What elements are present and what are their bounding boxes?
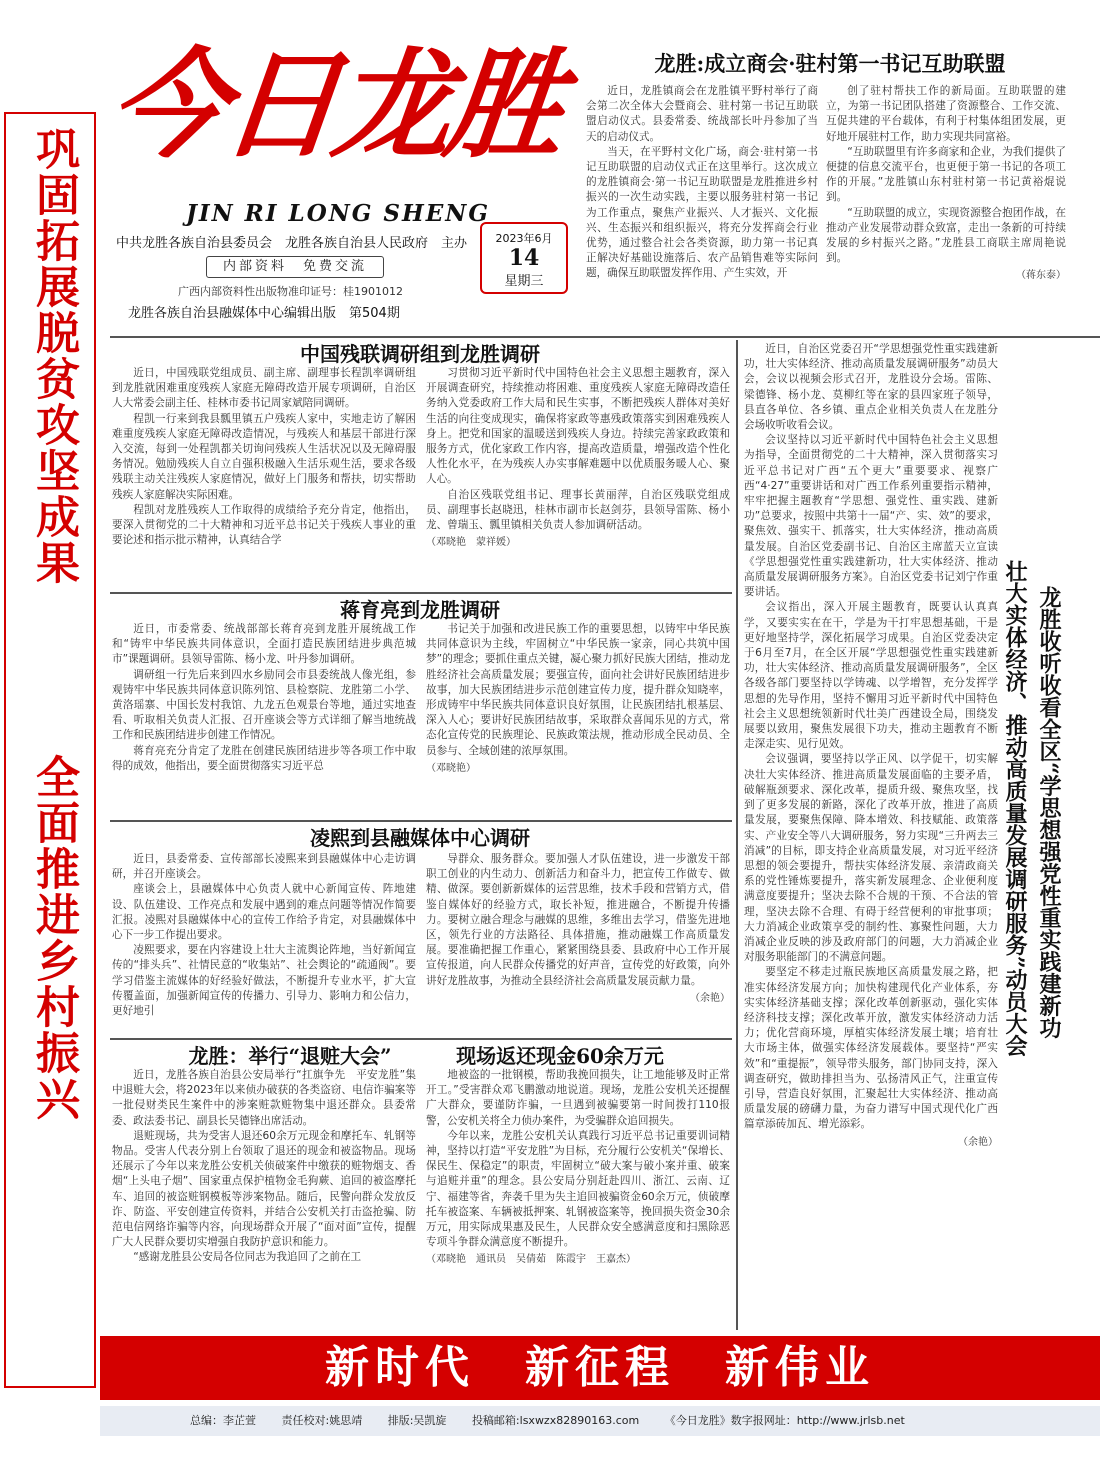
- article-1-para: “互助联盟里有许多商家和企业，为我们提供了便捷的信息交流平台，也更便于第一书记的各项工作的开展。”龙胜镇山东村驻村第一书记黄裕焜说到。: [826, 145, 1066, 204]
- article-4-col-2: [426, 852, 730, 1036]
- footer-email: 投稿邮箱:lsxwzx82890163.com: [471, 1414, 640, 1427]
- article-4-para: 凌熙要求，要在内容建设上壮大主流舆论阵地，当好新闻宣传的“排头兵”、社情民意的“收集站”、社会舆论的“疏通阀”。要学习借鉴主流媒体的好经验好做法，不断提升专业水平，扩大宣传覆盖面，加强新闻宣传的传播力、引导力、影响力和公信力，更好地引: [112, 944, 416, 1018]
- footer-layout: 排版:吴凯旋: [387, 1414, 447, 1427]
- article-2-para: 习贯彻习近平新时代中国特色社会主义思想主题教育，深入开展调查研究，持续推动将困难、重度残疾人家庭无障碍改造任务纳入党委政府工作大局和民生实事，不断把残疾人群体对美好生活的向往变成现实，确保将家政等惠残政策落实到困难残疾人身上。把党和国家的温暖送到残疾人身边。持续完善家政政策和服务方式，优化家政工作内容，提高改造质量，增强改造个性化人性化水平，在为残疾人办实事解难题中以优质服务暖人心、聚人心。: [426, 367, 730, 486]
- article-1-byline: （蒋东泰）: [1016, 270, 1066, 282]
- article-5-title-left: 龙胜：举行“退赃大会”: [188, 1044, 392, 1068]
- slogan-box: [4, 112, 96, 1388]
- article-4-para: 座谈会上，县融媒体中心负责人就中心新闻宣传、阵地建设、队伍建设、工作亮点和发展中遇到的难点问题等情况作简要汇报。凌熙对县融媒体中心的宣传工作给予肯定，对县融媒体中心下一步工作提出要求。: [112, 883, 416, 942]
- article-4-col-1: [112, 852, 416, 1036]
- article-6-headline-sub: 壮大实体经济、推动高质量发展调研服务”动员大会: [1002, 560, 1028, 1057]
- article-6-para: 要坚定不移走过瓶民族地区高质量发展之路，把准实体经济发展方向；加快构建现代化产业体系，夯实实体经济基础支撑；深化改革创新驱动，强化实体经济科技支撑；深化改革开放，激发实体经济动力活力；优化营商环境，厚植实体经济发展土壤；培育壮大市场主体，做强实体经济发展载体。要坚持“严实效”和“重提振”，领导带头服务，部门协同支持，深入调查研究，做助排担当为、弘扬清风正气，注重宣传引导，营造良好氛围，汇聚起壮大实体经济、推动高质量发展的磅礴力量，为奋力谱写中国式现代化广西篇章添砖加瓦、增光添彩。: [744, 966, 998, 1131]
- article-5-title-right: 现场返还现金60余万元: [456, 1044, 664, 1068]
- article-6-para: 会议坚持以习近平新时代中国特色社会主义思想为指导，全面贯彻党的二十大精神，深入贯彻落实习近平总书记对广西“五个更大”重要要求、视察广西“4·27”重要讲话和对广西工作系列重要指示精神，牢牢把握主题教育“学思想、强党性、重实践、建新功”总要求，按照中共第十一届“产、实、效”的要求，聚焦效、强实干、抓落实，壮大实体经济，推动高质量发展。自治区党委副书记、自治区主席蓝天立宣读《学思想强党性重实践建新功，壮大实体经济、推动高质量发展调研服务方案》。自治区党委书记刘宁作重要讲话。: [744, 434, 998, 599]
- article-6-para: 会议指出，深入开展主题教育，既要认认真真学，又要实实在在干，学是为干打牢思想基础，干是更好地坚持学，深化拓展学习成果。自治区党委决定于6月至7月，在全区开展“学思想强党性重实践建新功，壮大实体经济、推动高质量发展调研服务”，全区各级各部门要坚持以学铸魂、以学增智，充分发挥学思想的先导作用，坚持不懈用习近平新时代中国特色社会主义思想统领新时代壮美广西建设全局，围绕发展要以致用，聚焦发展很下功夫，推动主题教育不断走深走实、见行见效。: [744, 601, 998, 751]
- masthead-title: 今日龙胜: [102, 35, 566, 174]
- article-6-headline-main: 龙胜收听收看全区“学思想强党性重实践建新功: [1036, 586, 1062, 1039]
- article-1-para: 当天，在平野村文化广场，商会·驻村第一书记互助联盟的启动仪式正在这里举行。这次成立的龙胜镇商会·第一书记互助联盟是龙胜推进乡村振兴的一次生动实践，主要以服务驻村第一书记为工作重点，聚焦产业振兴、人才振兴、文化振兴、生态振兴和组织振兴，将充分发挥商会行业优势，通过整合社会各类资源，助力第一书记真正解决好基础设施落后、农产品销售难等实际问题，确保互助联盟发挥作用、产生实效，开: [586, 145, 818, 280]
- article-5-para: 近日，龙胜各族自治县公安局举行“扛旗争先 平安龙胜”集中退赃大会，将2023年以来侦办破获的各类盗窃、电信诈骗案等一批侵财类民生案件中的涉案赃款赃物集中退还群众。县委常委、政法委书记、副县长吴德锋出席活动。: [112, 1069, 416, 1127]
- article-6-byline: （余艳）: [958, 1136, 998, 1148]
- article-3-para: 近日，市委常委、统战部部长蒋育亮到龙胜开展统战工作和“铸牢中华民族共同体意识，全面打造民族团结进步典范城市”课题调研。县领导雷陈、杨小龙、叶丹参加调研。: [112, 623, 416, 666]
- article-6-para: 近日，自治区党委召开“学思想强党性重实践建新功，壮大实体经济、推动高质量发展调研服务”动员大会，会议以视频会形式召开，龙胜设分会场。雷陈、梁德锋、杨小龙、莫柳红等在家的县四家班子领导，县直各单位、各乡镇、重点企业相关负责人在龙胜分会场收听收看会议。: [744, 343, 998, 432]
- article-4-byline: （余艳）: [690, 992, 730, 1004]
- date-day: 14: [508, 245, 540, 271]
- article-2-col-2: [426, 366, 730, 588]
- article-3-title: 蒋育亮到龙胜调研: [340, 598, 500, 622]
- date-box: [480, 222, 568, 294]
- footer-proofreader: 责任校对:姚思靖: [281, 1414, 363, 1427]
- article-5-col-1: [112, 1068, 416, 1330]
- date-year-month: 2023年6月: [495, 232, 553, 245]
- bottom-banner: [100, 1336, 1100, 1400]
- masthead-sponsor: 中共龙胜各族自治县委员会 龙胜各族自治县人民政府 主办: [116, 236, 468, 251]
- article-5-para: 退赃现场，共为受害人退还60余万元现金和摩托车、轧钢等物品。受害人代表分别上台领取了退还的现金和被盗物品。现场还展示了今年以来龙胜公安机关侦破案件中缴获的赃物烟支、香烟“上头电子烟”、国家重点保护植物金毛狗蕨、追回的被盗摩托车、追回的被盗赃钢模板等涉案物品。随后，民警向群众发放反诈、防盗、平安创建宣传资料，并结合公安机关打击盗抢骗、防范电信网络诈骗等内容，向现场群众开展了“面对面”宣传，提醒广大人民群众要切实增强自我防护意识和能力。: [112, 1129, 416, 1249]
- article-1-title: 龙胜:成立商会·驻村第一书记互助联盟: [654, 51, 1006, 76]
- slogan-line-1: 巩固拓展脱贫攻坚成果: [28, 126, 79, 586]
- article-3-col-1: [112, 622, 416, 818]
- article-3-para: 书记关于加强和改进民族工作的重要思想，以铸牢中华民族共同体意识为主线，牢固树立“中华民族一家亲，同心共筑中国梦”的理念；要抓住重点关键，凝心聚力抓好民族大团结，推动龙胜经济社会高质量发展；要强宣传，面向社会讲好民族团结进步故事，加大民族团结进步示范创建宣传力度，提升群众知晓率，形成铸牢中华民族共同体意识良好氛围，让民族团结扎根基层、深入人心；要讲好民族团结故事，采取群众喜闻乐见的方式，常态化宣传党的民族理论、民族政策法规，推动形成全民动员、全员参与、全域创建的浓厚氛围。: [426, 623, 730, 757]
- article-4-para: 近日，县委常委、宣传部部长凌熙来到县融媒体中心走访调研，并召开座谈会。: [112, 853, 416, 881]
- article-2-para: 自治区残联党组书记、理事长黄丽萍，自治区残联党组成员、副理事长赵晓迅，桂林市副市长赵剑芬，县领导雷陈、杨小龙、曾瑞玉、瓢里镇相关负责人参加调研活动。: [426, 488, 730, 532]
- article-3-col-2: [426, 622, 730, 818]
- article-2-title: 中国残联调研组到龙胜调研: [300, 342, 540, 366]
- article-3-para: 蒋育亮充分肯定了龙胜在创建民族团结进步等各项工作中取得的成效，他指出，要全面贯彻落实习近平总: [112, 744, 416, 772]
- article-2-para: 程凯对龙胜残疾人工作取得的成绩给予充分肯定，他指出，要深入贯彻党的二十大精神和习近平总书记关于残疾人事业的重要论述和指示批示精神，认真结合学: [112, 503, 416, 547]
- bottom-banner-text: 新时代 新征程 新伟业: [325, 1342, 875, 1393]
- footer-site: 《今日龙胜》数字报网址：http://www.jrlsb.net: [664, 1414, 905, 1427]
- footer-chief-editor: 总编：李芷萱: [190, 1414, 256, 1427]
- article-6-para: 会议强调，要坚持以学正风、以学促干，切实解决壮大实体经济、推进高质量发展面临的主要矛盾，破解瓶颈要求、深化改革，提质升级、聚焦攻坚，找到了更多发展的新路，深化了改革开放，推进了高质量发展，要聚焦保障、降本增效、科技赋能、政策落实、产业安全等八大调研服务，努力实现“三升两去三消减”的目标，即支持企业高质量发展，对习近平经济思想的领会要提升，帮扶实体经济发展、亲清政商关系的党性锤炼要提升，落实新发展理念、企业便利度满意度要提升；坚决去除不合规的干预、不合法的管理，坚决去除不合理、有碍于经营便利的审批事项；大力消减企业政策享受的制约性、寡聚性问题，大力消减企业反映的涉及政府部门的问题，大力消减企业对服务职能部门的不满意问题。: [744, 753, 998, 964]
- article-2-col-1: [112, 366, 416, 588]
- article-1-para: 近日，龙胜镇商会在龙胜镇平野村举行了商会第二次全体大会暨商会、驻村第一书记互助联盟启动仪式。县委常委、统战部长叶丹参加了当天的启动仪式。: [586, 85, 818, 143]
- article-2-para: 程凯一行来到我县瓢里镇五户残疾人家中，实地走访了解困难重度残疾人家庭无障碍改造情况，与残疾人和基层干部进行深入交流，每到一处程凯都关切询问残疾人生活状况以及无障碍服务情况。勉励残疾人自立自强积极融入生活乐观生活，要求各级残联主动关注残疾人家庭情况，做好上门服务和帮扶，切实帮助残疾人家庭解决实际困难。: [112, 412, 416, 501]
- article-3-byline: （邓晓艳）: [426, 762, 476, 774]
- article-5-byline: （邓晓艳 通讯员 吴倩茹 陈霞宇 王嘉杰）: [426, 1254, 636, 1266]
- masthead-internal-badge: 内部资料 免费交流: [206, 256, 384, 278]
- masthead-license: 广西内部资料性出版物准印证号：桂1901012: [178, 285, 403, 298]
- masthead-publisher: 龙胜各族自治县融媒体中心编辑出版 第504期: [128, 306, 400, 321]
- masthead-pinyin: JIN RI LONG SHENG: [186, 200, 490, 227]
- article-4-para: 导群众、服务群众。要加强人才队伍建设，进一步激发干部职工创业的内生动力、创新活力和奋斗力，把宣传工作做专、做精、做深。要创新新媒体的运营思维，技术手段和营销方式，借鉴自媒体好的经验方式，取长补短，推进融合，不断提升传播力。要树立融合理念与融媒的思维，多维出去学习，借鉴先进地区，领先行业的方法路径、具体措施，推动融媒工作高质量发展。要准确把握工作重心，紧紧围绕县委、县政府中心工作开展宣传报道，向人民群众传播党的好声音，宣传党的好政策，向外讲好龙胜故事，为推动全县经济社会高质量发展贡献力量。: [426, 853, 730, 987]
- article-1-para: “互助联盟的成立，实现资源整合抱团作战，在推动产业发展带动群众致富，走出一条新的可持续发展的乡村振兴之路。”龙胜县工商联主席周艳说到。: [826, 206, 1066, 265]
- article-5-para: “感谢龙胜县公安局各位同志为我追回了之前在工: [133, 1251, 362, 1264]
- article-1-para: 创了驻村帮扶工作的新局面。互助联盟的建立，为第一书记团队搭建了资源整合、工作交流、互促共建的平台载体，有利于村集体组团发展，更好地开展驻村工作，助力实现共同富裕。: [826, 85, 1066, 143]
- date-weekday: 星期三: [504, 274, 544, 289]
- article-1-col-1: [586, 84, 818, 334]
- article-5-col-2: [426, 1068, 730, 1330]
- slogan-line-2: 全面推进乡村振兴: [28, 754, 79, 1122]
- article-2-para: 近日，中国残联党组成员、副主席、副理事长程凯率调研组到龙胜就困难重度残疾人家庭无障碍改造开展专项调研，自治区人大常委会副主任、桂林市委书记周家斌陪同调研。: [112, 367, 416, 410]
- article-2-byline: （邓晓艳 蒙祥媛）: [426, 537, 516, 549]
- article-5-para: 今年以来，龙胜公安机关认真践行习近平总书记重要训词精神，坚持以打造“平安龙胜”为目标，充分履行公安机关“保增长、保民生、保稳定”的职责，牢固树立“破大案与破小案并重、破案与追赃并重”的理念。县公安局分别赶赴四川、浙江、云南、辽宁、福建等省，奔袭千里为失主追回被骗资金60余万元，侦破摩托车被盗案、车辆被抵押案、轧钢被盗案等，挽回损失资金30余万元，用实际成果惠及民生，人民群众安全感满意度和扫黑除恶专项斗争群众满意度不断提升。: [426, 1129, 730, 1249]
- article-6-body: [744, 342, 998, 1332]
- article-1-col-2: [826, 84, 1066, 334]
- article-4-title: 凌熙到县融媒体中心调研: [310, 826, 530, 850]
- article-3-para: 调研组一行先后来到四水乡励同会市县委统战人像光组，参观铸牢中华民族共同体意识陈列馆、县检察院、龙胜第二小学、黄洛瑶寨、中国长发村我馆、九龙五色观景台等地，通过实地查看、听取相关负责人汇报、召开座谈会等方式详细了解当地统战工作和民族团结进步创建工作情况。: [112, 668, 416, 742]
- footer: [100, 1406, 1100, 1436]
- article-5-para: 地被盗的一批钢模，帮助我挽回损失，让工地能够及时正常开工。”受害群众邓飞鹏激动地说道。现场，龙胜公安机关还提醒广大群众，要谨防诈骗，一旦遇到被骗要第一时间拨打110报警，公安机关将全力侦办案件，为受骗群众追回损失。: [426, 1069, 730, 1127]
- divider: [736, 340, 738, 1330]
